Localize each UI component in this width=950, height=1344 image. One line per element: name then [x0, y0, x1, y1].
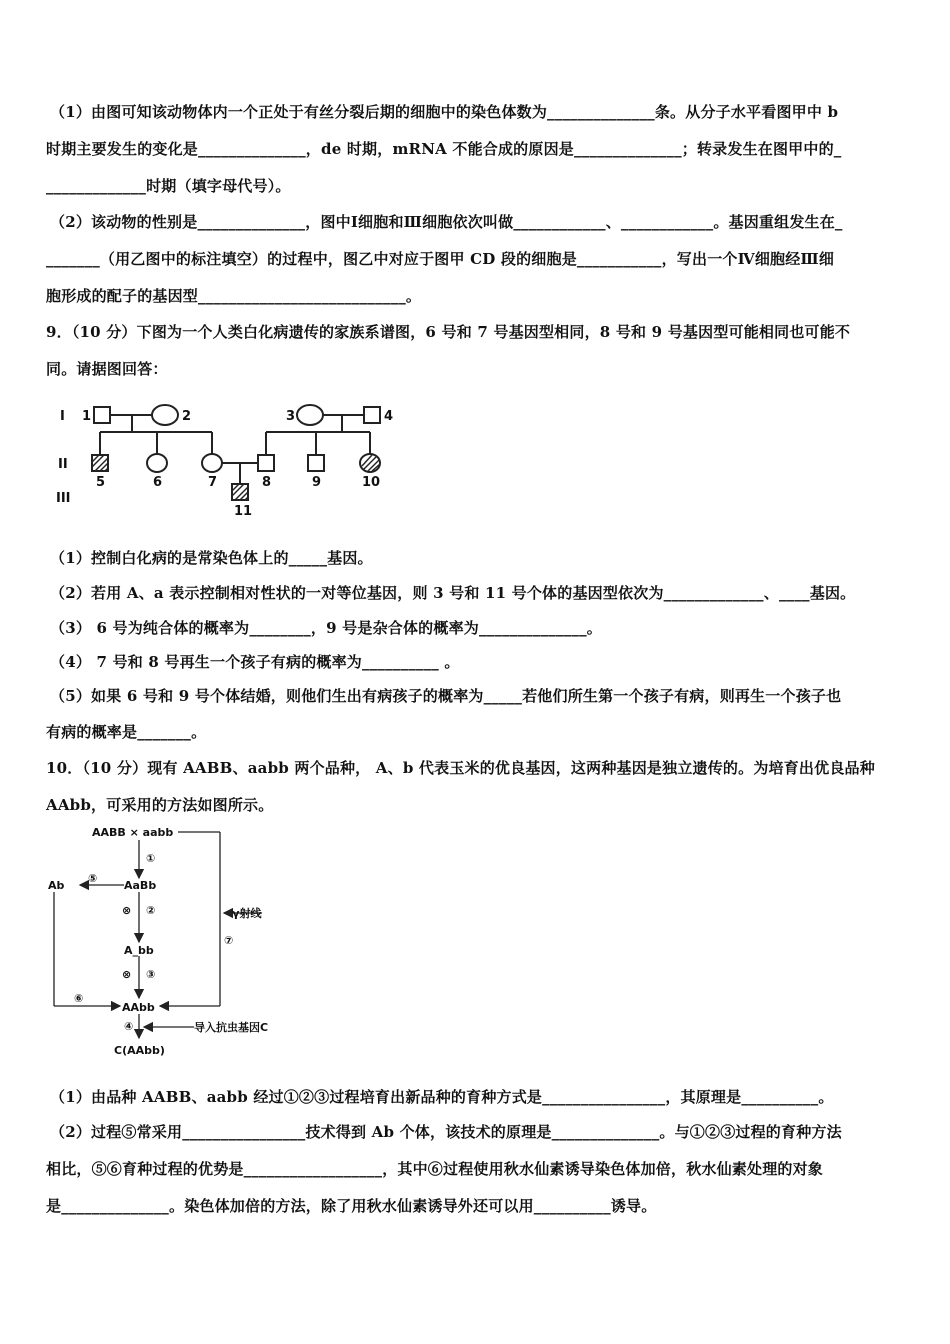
q8-p2-line3: 胞形成的配子的基因型___________________________。	[46, 287, 422, 305]
individual-label-10: 10	[362, 475, 381, 490]
generation-label-I: I	[60, 409, 65, 424]
step-2-label: ②	[146, 904, 156, 917]
flow-a-bb: A_bb	[124, 944, 154, 957]
q9-sub2: （2）若用 A、a 表示控制相对性状的一对等位基因，则 3 号和 11 号个体的基因型依次为_____________、____基因。	[50, 584, 856, 602]
individual-label-9: 9	[312, 475, 322, 490]
q8-p1-line3: _____________时期（填字母代号）。	[46, 177, 291, 195]
step-7-label: ⑦	[224, 934, 234, 947]
individual-label-8: 8	[262, 475, 272, 490]
q8-p1-line2: 时期主要发生的变化是______________，de 时期，mRNA 不能合成的原因是______________；转录发生在图甲中的_	[46, 140, 842, 158]
q10-stem-line1: 10．（10 分）现有 AABB、aabb 两个品种， A、b 代表玉米的优良基因，这两种基因是独立遗传的。为培育出优良品种	[46, 759, 875, 777]
flow-final: C(AAbb)	[114, 1044, 165, 1057]
step-6-label: ⑥	[74, 992, 84, 1005]
q9-sub1: （1）控制白化病的是常染色体上的_____基因。	[50, 549, 373, 567]
q9-stem-line2: 同。请据图回答：	[46, 360, 168, 378]
q9-stem-line1: 9．（10 分）下图为一个人类白化病遗传的家族系谱图，6 号和 7 号基因型相同，8 号和 9 号基因型可能相同也可能不	[46, 323, 851, 341]
q10-sub2-line3: 是______________。染色体加倍的方法，除了用秋水仙素诱导外还可以用__________诱导。	[46, 1197, 657, 1215]
generation-label-II: II	[58, 457, 68, 472]
q10-sub2-line1: （2）过程⑤常采用________________技术得到 Ab 个体，该技术的原理是______________。与①②③过程的育种方法	[50, 1123, 842, 1141]
selfing-symbol-1: ⊗	[122, 904, 132, 917]
pedigree-chart	[50, 398, 410, 520]
breeding-flow-diagram	[44, 822, 304, 1060]
individual-label-5: 5	[96, 475, 106, 490]
q10-sub2-line2: 相比，⑤⑥育种过程的优势是__________________，其中⑥过程使用秋水仙素诱导染色体加倍，秋水仙素处理的对象	[46, 1160, 824, 1178]
step-1-label: ①	[146, 852, 156, 865]
insert-gene-c-label: 导入抗虫基因C	[194, 1021, 269, 1034]
individual-label-7: 7	[208, 475, 218, 490]
flow-parents: AABB × aabb	[92, 826, 174, 839]
individual-label-6: 6	[153, 475, 163, 490]
q8-p2-line1: （2）该动物的性别是______________，图中Ⅰ细胞和Ⅲ细胞依次叫做____________、____________。基因重组发生在_	[50, 213, 843, 231]
flow-ab: Ab	[48, 879, 65, 892]
q8-p1-line1: （1）由图可知该动物体内一个正处于有丝分裂后期的细胞中的染色体数为______________条。从分子水平看图甲中 b	[50, 103, 839, 121]
individual-3-circle	[297, 405, 323, 425]
individual-1-square	[94, 407, 110, 423]
individual-label-4: 4	[384, 409, 394, 424]
individual-11-square	[232, 484, 248, 500]
individual-5-square	[92, 455, 108, 471]
q8-p2-line2: _______（用乙图中的标注填空）的过程中，图乙中对应于图甲 CD 段的细胞是___________，写出一个Ⅳ细胞经Ⅲ细	[46, 250, 835, 268]
individual-7-circle	[202, 454, 222, 472]
q9-sub5-line2: 有病的概率是_______。	[46, 723, 207, 741]
step-3-label: ③	[146, 968, 156, 981]
q10-stem-line2: AAbb，可采用的方法如图所示。	[46, 796, 274, 814]
selfing-symbol-2: ⊗	[122, 968, 132, 981]
step-4-label: ④	[124, 1020, 134, 1033]
flow-f1: AaBb	[124, 879, 157, 892]
q10-sub1: （1）由品种 AABB、aabb 经过①②③过程培育出新品种的育种方式是________________，其原理是__________。	[50, 1088, 834, 1106]
individual-6-circle	[147, 454, 167, 472]
individual-label-11: 11	[234, 504, 253, 519]
individual-label-3: 3	[286, 409, 296, 424]
individual-8-square	[258, 455, 274, 471]
step-5-label: ⑤	[88, 872, 98, 885]
flow-target: AAbb	[122, 1001, 155, 1014]
q9-sub3: （3） 6 号为纯合体的概率为________，9 号是杂合体的概率为______________。	[50, 619, 602, 637]
q9-sub5-line1: （5）如果 6 号和 9 号个体结婚，则他们生出有病孩子的概率为_____若他们所生第一个孩子有病，则再生一个孩子也	[50, 687, 842, 705]
gamma-ray-label: γ射线	[232, 907, 262, 920]
individual-9-square	[308, 455, 324, 471]
individual-label-1: 1	[82, 409, 92, 424]
individual-2-circle	[152, 405, 178, 425]
generation-label-III: III	[56, 491, 71, 506]
q9-sub4: （4） 7 号和 8 号再生一个孩子有病的概率为__________ 。	[50, 653, 460, 671]
individual-4-square	[364, 407, 380, 423]
individual-label-2: 2	[182, 409, 192, 424]
